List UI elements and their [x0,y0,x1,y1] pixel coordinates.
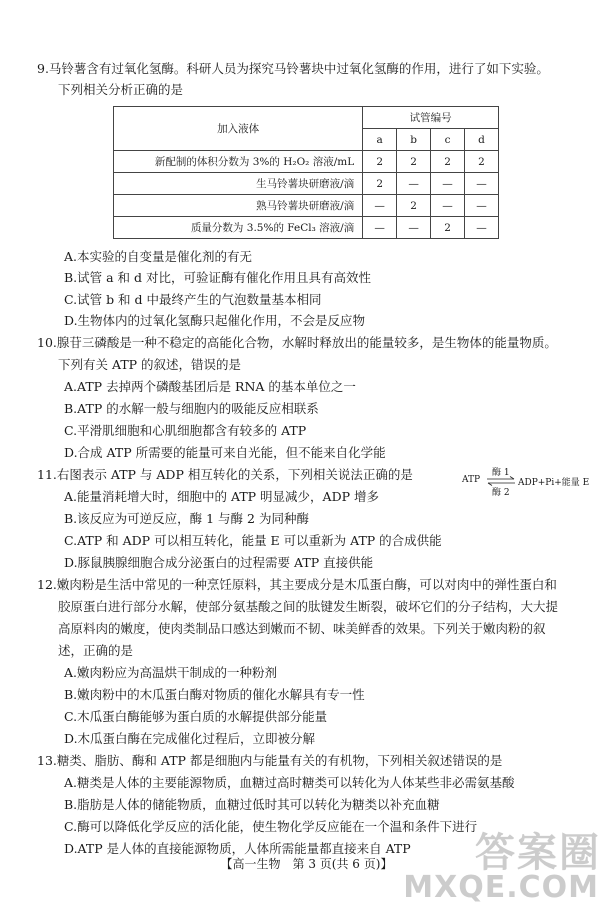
q9-stem: 9.马铃薯含有过氧化氢酶。科研人员为探究马铃薯块中过氧化氢酶的作用，进行了如下实验。 [37,61,549,76]
q12-option-d: D.木瓜蛋白酶在完成催化过程后，立即被分解 [64,731,316,746]
q11-option-c: C.ATP 和 ADP 可以相互转化，能量 E 可以重新为 ATP 的合成供能 [64,533,442,548]
q12-stem: 12.嫩肉粉是生活中常见的一种烹饪原料，其主要成分是木瓜蛋白酶，可以对肉中的弹性蛋白和 [37,577,557,592]
table-head-tube: 试管编号 [363,107,499,129]
row-label: 质量分数为 3.5%的 FeCl₃ 溶液/滴 [114,217,363,239]
q10-stem-cont: 下列有关 ATP 的叙述，错误的是 [58,357,242,372]
q12-option-a: A.嫩肉粉应为高温烘干制成的一种粉剂 [64,665,278,680]
table-cell: — [431,195,465,217]
equation-products: ADP+Pi+能量 E [518,478,590,488]
table-cell: — [465,195,499,217]
table-cell: 2 [431,151,465,173]
equation-enzyme1: 酶 1 [492,468,510,478]
q9-experiment-table [113,106,499,239]
table-cell: 2 [397,151,431,173]
q13-option-a: A.糖类是人体的主要能源物质，血糖过高时糖类可以转化为人体某些非必需氨基酸 [64,775,515,790]
q12-option-b: B.嫩肉粉中的木瓜蛋白酶对物质的催化水解具有专一性 [64,687,365,702]
q12-stem-cont: 高原料肉的嫩度，使肉类制品口感达到嫩而不韧、味美鲜香的效果。下列关于嫩肉粉的叙 [58,621,546,636]
q9-option-c: C.试管 b 和 d 中最终产生的气泡数量基本相同 [64,292,322,307]
q11-stem: 11.右图表示 ATP 与 ADP 相互转化的关系，下列相关说法正确的是 [37,467,413,482]
q10-option-c: C.平滑肌细胞和心肌细胞都含有较多的 ATP [64,423,307,438]
equation-enzyme2: 酶 2 [492,488,510,498]
table-cell: 2 [363,151,397,173]
table-col-d: d [465,129,499,151]
q10-option-b: B.ATP 的水解一般与细胞内的吸能反应相联系 [64,401,319,416]
q9-stem-cont: 下列相关分析正确的是 [58,82,184,97]
table-col-c: c [431,129,465,151]
table-row [114,217,499,239]
q12-option-c: C.木瓜蛋白酶能够为蛋白质的水解提供部分能量 [64,709,328,724]
q11-option-d: D.豚鼠胰腺细胞合成分泌蛋白的过程需要 ATP 直接供能 [64,555,374,570]
table-cell: 2 [465,151,499,173]
q10-stem: 10.腺苷三磷酸是一种不稳定的高能化合物，水解时释放出的能量较多，是生物体的能量物质。 [37,335,557,350]
watermark-text: 答案圈 [475,830,601,876]
q13-option-b: B.脂肪是人体的储能物质，血糖过低时其可以转化为糖类以补充血糖 [64,797,440,812]
watermark-logo [403,817,605,907]
q13-option-d: D.ATP 是人体的直接能源物质，人体所需能量都直接来自 ATP [64,841,411,856]
table-cell: — [397,173,431,195]
row-label: 熟马铃薯块研磨液/滴 [114,195,363,217]
table-row [114,195,499,217]
table-col-a: a [363,129,397,151]
q12-stem-cont: 述，正确的是 [58,643,134,658]
q9-option-b: B.试管 a 和 d 对比，可验证酶有催化作用且具有高效性 [64,270,372,285]
table-cell: 2 [397,195,431,217]
table-cell: — [465,173,499,195]
row-label: 新配制的体积分数为 3%的 H₂O₂ 溶液/mL [114,151,363,173]
page-footer: 【高一生物 第 3 页(共 6 页)】 [220,857,393,871]
table-cell: — [431,173,465,195]
table-cell: 2 [363,173,397,195]
q13-stem: 13.糖类、脂肪、酶和 ATP 都是细胞内与能量有关的有机物，下列相关叙述错误的是 [37,753,503,768]
q12-stem-cont: 胶原蛋白进行部分水解，使部分氨基酸之间的肽键发生断裂，破坏它们的分子结构，大大提 [58,599,559,614]
table-row [114,151,499,173]
table-cell: 2 [431,217,465,239]
table-cell: — [363,217,397,239]
table-cell: — [397,217,431,239]
table-cell: — [465,217,499,239]
table-cell: — [363,195,397,217]
atp-adp-equation [462,466,592,496]
q11-option-b: B.该反应为可逆反应，酶 1 与酶 2 为同种酶 [64,511,309,526]
row-label: 生马铃薯块研磨液/滴 [114,173,363,195]
q13-option-c: C.酶可以降低化学反应的活化能，使生物化学反应能在一个温和条件下进行 [64,819,478,834]
q10-option-d: D.合成 ATP 所需要的能量可来自光能，但不能来自化学能 [64,445,386,460]
q9-option-a: A.本实验的自变量是催化剂的有无 [64,249,253,264]
q10-option-a: A.ATP 去掉两个磷酸基团后是 RNA 的基本单位之一 [64,379,356,394]
equation-atp: ATP [462,475,481,485]
table-row [114,173,499,195]
watermark-url: MXQE.COM [403,870,599,905]
q9-option-d: D.生物体内的过氧化氢酶只起催化作用，不会是反应物 [64,313,366,328]
q11-option-a: A.能量消耗增大时，细胞中的 ATP 明显减少，ADP 增多 [64,489,379,504]
table-head-liquid: 加入液体 [114,107,363,151]
table-col-b: b [397,129,431,151]
